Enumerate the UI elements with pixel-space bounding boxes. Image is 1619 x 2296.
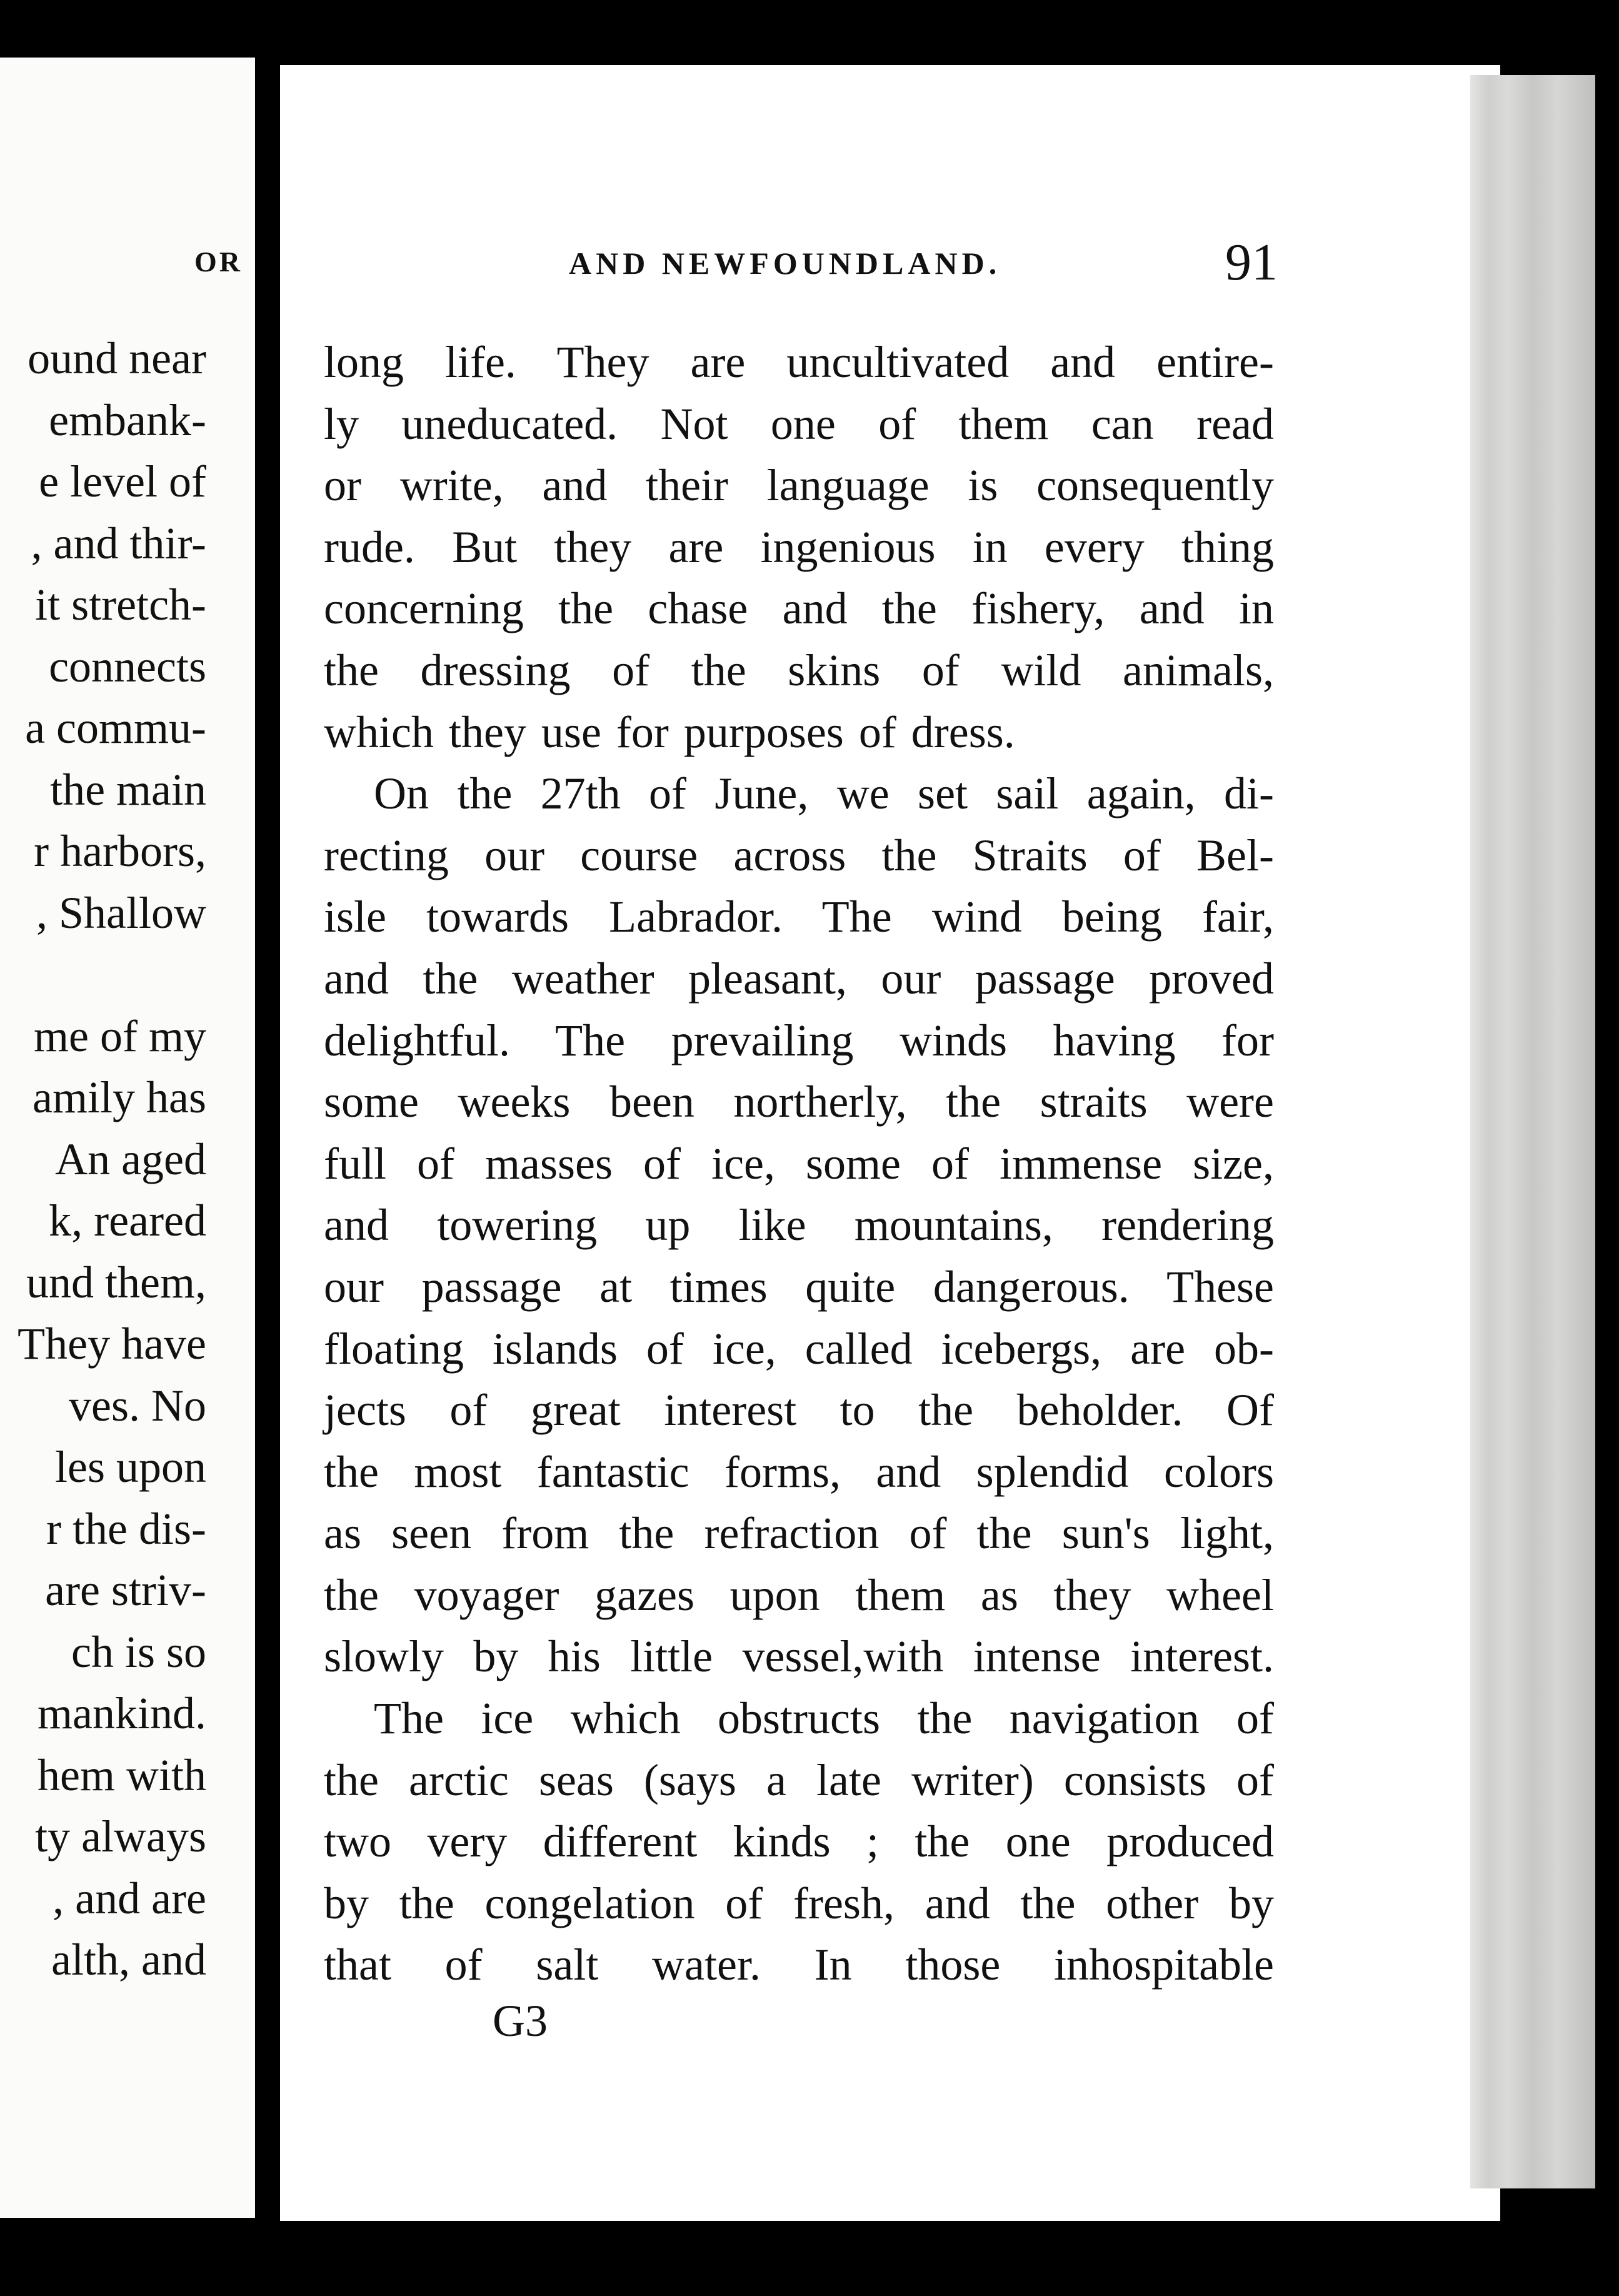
book-gutter (255, 0, 280, 2296)
left-text-line: amily has (33, 1072, 206, 1122)
left-text-line: k, reared (49, 1196, 206, 1246)
left-facing-page (0, 58, 255, 2218)
left-text-line: r harbors, (34, 826, 206, 876)
left-text-line: alth, and (51, 1935, 206, 1985)
text-line: delightful. The prevailing winds having for (324, 1015, 1274, 1065)
text-line: as seen from the refraction of the sun's light, (324, 1508, 1274, 1559)
left-text-line: und them, (26, 1257, 206, 1307)
left-text-line: , and are (53, 1873, 206, 1923)
left-text-line: the main (50, 765, 206, 815)
text-line: the arctic seas (says a late writer) consists of (324, 1755, 1274, 1805)
text-line: the dressing of the skins of wild animals, (324, 645, 1274, 695)
text-line: floating islands of ice, called icebergs, are ob- (324, 1323, 1274, 1374)
left-text-line: ch is so (71, 1627, 206, 1677)
text-line: by the congelation of fresh, and the other by (324, 1878, 1274, 1928)
left-text-line: An aged (55, 1134, 206, 1184)
page-edges (1470, 75, 1595, 2188)
left-text-line: , and thir- (31, 518, 206, 568)
text-line: or write, and their language is consequently (324, 460, 1274, 511)
text-line: long life. They are uncultivated and entire- (324, 337, 1274, 387)
text-line: rude. But they are ingenious in every thing (324, 521, 1274, 572)
body-text (324, 331, 1274, 1996)
text-line: the voyager gazes upon them as they wheel (324, 1569, 1274, 1620)
left-text-line: a commu- (25, 703, 206, 753)
text-line: full of masses of ice, some of immense size, (324, 1138, 1274, 1189)
text-line: and towering up like mountains, rendering (324, 1200, 1274, 1251)
left-text-line: les upon (55, 1442, 206, 1492)
left-text-line: , Shallow (36, 888, 206, 938)
text-line: slowly by his little vessel,with intense interest. (324, 1631, 1274, 1682)
text-line: ly uneducated. Not one of them can read (324, 398, 1274, 449)
text-line: On the 27th of June, we set sail again, di- (374, 768, 1274, 819)
signature-mark: G3 (493, 1996, 548, 2046)
left-text-line: ty always (35, 1811, 206, 1861)
text-line: isle towards Labrador. The wind being fair, (324, 892, 1274, 942)
left-text-line: r the dis- (46, 1504, 206, 1554)
text-line: jects of great interest to the beholder. Of (324, 1385, 1274, 1436)
left-text-line: e level of (39, 456, 206, 506)
left-text-line: connects (49, 642, 206, 692)
text-line: The ice which obstructs the navigation of (374, 1693, 1274, 1744)
text-line: and the weather pleasant, our passage proved (324, 953, 1274, 1004)
left-running-head: OR (194, 246, 243, 278)
left-text-line: are striv- (45, 1565, 206, 1615)
left-text-line: ound near (28, 333, 206, 383)
text-line: which they use for purposes of dress. (324, 707, 1015, 757)
text-line: the most fantastic forms, and splendid colors (324, 1446, 1274, 1497)
text-line: two very different kinds ; the one produced (324, 1816, 1274, 1867)
left-text-line: it stretch- (35, 580, 206, 630)
left-text-line: mankind. (38, 1688, 206, 1738)
text-line: that of salt water. In those inhospitable (324, 1940, 1274, 1990)
running-head: AND NEWFOUNDLAND. (569, 246, 1001, 281)
left-text-line: ves. No (69, 1381, 206, 1431)
left-text-line: They have (18, 1319, 206, 1369)
text-line: concerning the chase and the fishery, and in (324, 583, 1274, 634)
text-line: our passage at times quite dangerous. These (324, 1261, 1274, 1312)
left-text-line: embank- (49, 395, 206, 445)
page-number: 91 (1225, 233, 1278, 291)
left-text-line: me of my (34, 1011, 206, 1061)
text-line: recting our course across the Straits of Bel- (324, 830, 1274, 880)
text-line: some weeks been northerly, the straits were (324, 1077, 1274, 1127)
left-text-line: hem with (38, 1750, 206, 1800)
